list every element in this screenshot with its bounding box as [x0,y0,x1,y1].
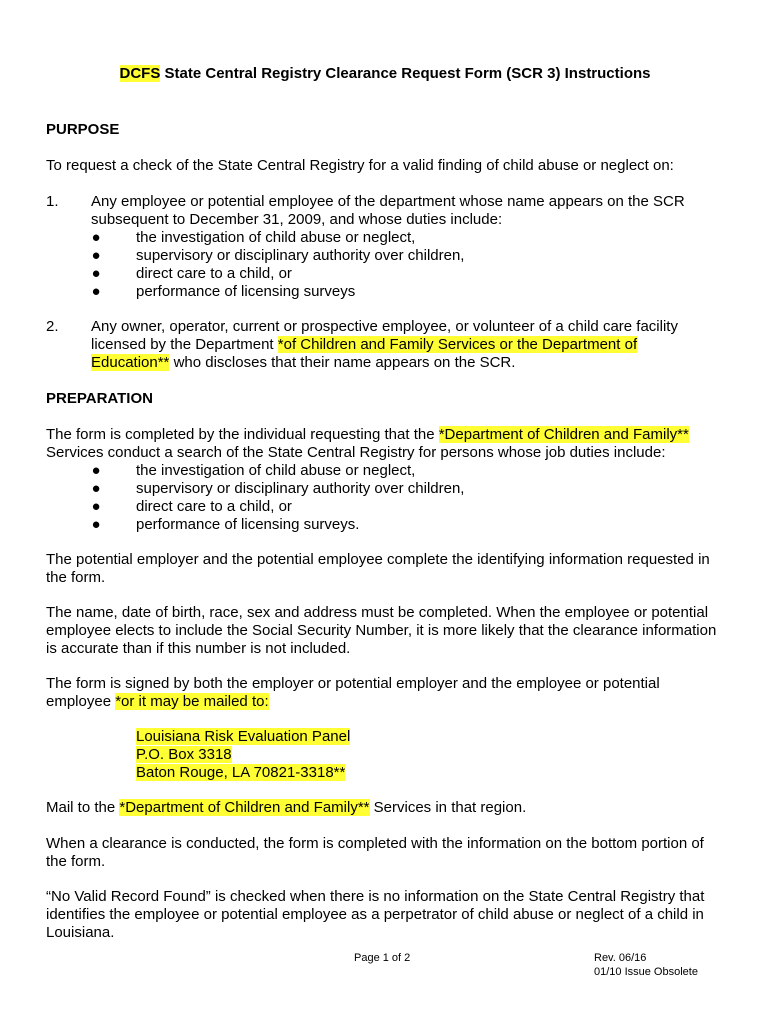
bullet-item: ● performance of licensing surveys. [91,516,360,533]
highlighted-text: *or it may be mailed to: [115,693,269,710]
address-line: Baton Rouge, LA 70821-3318** [136,764,346,781]
bullet-icon: ● [91,247,101,264]
item-1-text [91,193,731,229]
bullet-item: ● performance of licensing surveys [91,283,356,300]
page-number: Page 1 of 2 [354,952,411,964]
bullet-icon: ● [91,265,101,282]
bullet-item: ● supervisory or disciplinary authority over children, [91,480,465,497]
bullet-item: ● the investigation of child abuse or neglect, [91,229,416,246]
item-2-number: 2. [46,318,59,335]
title-highlight: DCFS [119,65,161,82]
bullet-icon: ● [91,516,101,533]
bullet-icon: ● [91,283,101,300]
preparation-paragraph-3: The name, date of birth, race, sex and address must be completed. When the employee or potential employee elects to include the Social Security Number, it is more likely that the clearance information is accurate than if this number is not included. [46,604,717,657]
bullet-icon: ● [91,462,101,479]
mailing-address [136,728,350,782]
bullet-icon: ● [91,498,101,515]
item-1-line: Any employee or potential employee of the department whose name appears on the SCR [91,193,685,210]
bullet-icon: ● [91,229,101,246]
bullet-item: ● direct care to a child, or [91,498,292,515]
item-2-line: licensed by the Department *of Children and Family Services or the Department of [91,336,638,353]
address-line: Louisiana Risk Evaluation Panel [136,728,351,745]
item-1-number: 1. [46,193,59,210]
bullet-item: ● direct care to a child, or [91,265,292,282]
highlighted-text: *of Children and Family Services or the Department of [277,336,638,353]
item-2-line: Education** who discloses that their name appears on the SCR. [91,354,516,371]
revision-date: Rev. 06/16 [594,952,647,964]
highlighted-text: Education** [91,354,170,371]
bullet-item: ● supervisory or disciplinary authority over children, [91,247,465,264]
item-1-bullet-list [91,229,464,301]
highlighted-text: *Department of Children and Family** [438,426,689,443]
bullet-icon: ● [91,480,101,497]
preparation-paragraph-2: The potential employer and the potential employee complete the identifying information requested in the form. [46,551,710,586]
purpose-heading: PURPOSE [46,121,120,138]
obsolete-notice: 01/10 Issue Obsolete [594,966,698,978]
item-2-line: Any owner, operator, current or prospective employee, or volunteer of a child care facility [91,318,678,335]
item-1-line: subsequent to December 31, 2009, and whose duties include: [91,211,503,228]
document-title [0,64,770,84]
item-2-text [91,318,731,372]
bullet-item: ● the investigation of child abuse or neglect, [91,462,416,479]
preparation-paragraph-7: “No Valid Record Found” is checked when there is no information on the State Central Registry that identifies the employee or potential employee as a perpetrator of child abuse or neglect of a child in Louisiana. [46,888,705,941]
preparation-paragraph-6: When a clearance is conducted, the form is completed with the information on the bottom portion of the form. [46,835,704,870]
preparation-paragraph-4: The form is signed by both the employer or potential employer and the employee or potential employee *or it may be mailed to: [46,675,660,710]
purpose-intro: To request a check of the State Central Registry for a valid finding of child abuse or neglect on: [46,157,674,174]
highlighted-text: *Department of Children and Family** [119,799,370,816]
preparation-paragraph-1: The form is completed by the individual requesting that the *Department of Children and Family** Services conduct a search of the State Central Registry for persons whose job duties include: [46,426,689,461]
preparation-heading: PREPARATION [46,390,153,407]
title-text: State Central Registry Clearance Request Form (SCR 3) Instructions [160,65,651,82]
preparation-paragraph-5: Mail to the *Department of Children and Family** Services in that region. [46,799,527,816]
preparation-bullet-list [91,462,464,534]
address-line: P.O. Box 3318 [136,746,232,763]
